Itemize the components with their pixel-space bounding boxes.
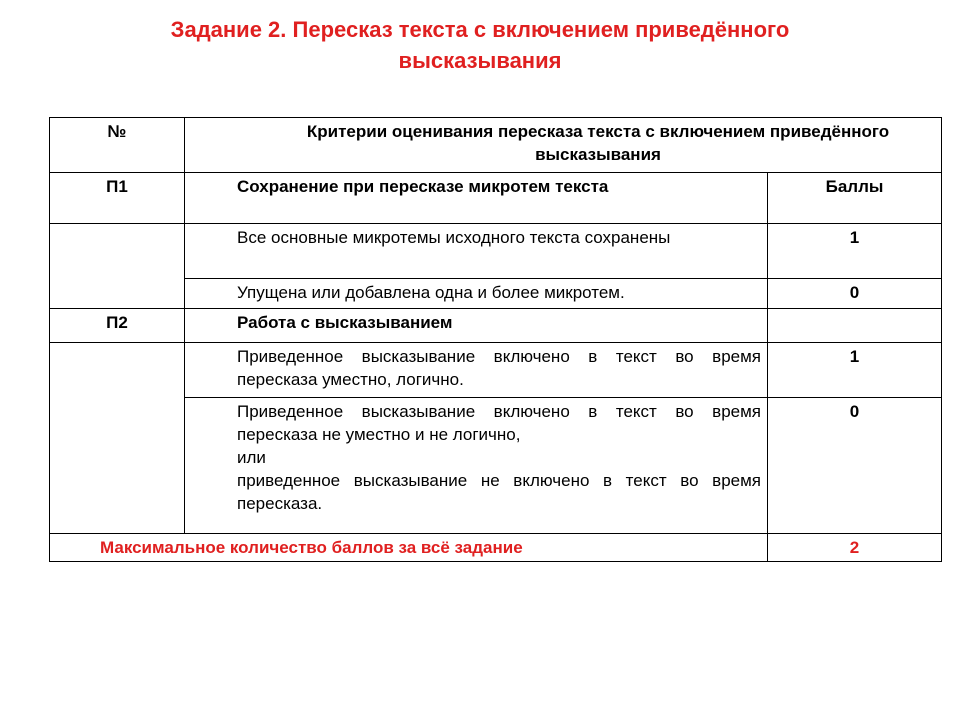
total-points: 2 bbox=[768, 534, 942, 562]
p1-row bbox=[50, 173, 942, 224]
p2-row-2-text bbox=[185, 398, 768, 534]
p1-title: Сохранение при пересказе микротем текста bbox=[185, 173, 768, 224]
title-line-2: высказывания bbox=[398, 48, 562, 73]
title-line-1-rest: Пересказ текста с включением приведённого bbox=[286, 17, 790, 42]
header-num: № bbox=[50, 118, 185, 173]
header-criteria: Критерии оценивания пересказа текста с включением приведённого высказывания bbox=[185, 118, 942, 173]
p1-row-1-text: Все основные микротемы исходного текста сохранены bbox=[185, 224, 768, 279]
p2-row-1-points: 1 bbox=[768, 343, 942, 398]
p1-empty-cell bbox=[50, 224, 185, 309]
p1-row-2-text: Упущена или добавлена одна и более микротем. bbox=[185, 279, 768, 309]
table-row bbox=[50, 343, 942, 398]
p2-num: П2 bbox=[50, 309, 185, 343]
criteria-table bbox=[49, 117, 942, 562]
title-task-number: Задание 2 bbox=[170, 17, 281, 42]
p2-points-empty bbox=[768, 309, 942, 343]
p1-row-1-points: 1 bbox=[768, 224, 942, 279]
table-row bbox=[50, 224, 942, 279]
p2-row-1-text: Приведенное высказывание включено в текст во время пересказа уместно, логично. bbox=[185, 343, 768, 398]
p2-row bbox=[50, 309, 942, 343]
p2-empty-cell bbox=[50, 343, 185, 534]
total-label: Максимальное количество баллов за всё задание bbox=[50, 534, 768, 562]
title-dot: . bbox=[280, 17, 287, 42]
p2-row-2-or: или bbox=[237, 448, 266, 467]
p2-title: Работа с высказыванием bbox=[185, 309, 768, 343]
table-header-row bbox=[50, 118, 942, 173]
p2-row-2-text-a: Приведенное высказывание включено в текст во время пересказа не уместно и не логично, bbox=[237, 402, 761, 444]
p2-row-2-points: 0 bbox=[768, 398, 942, 534]
points-header: Баллы bbox=[768, 173, 942, 224]
p1-row-2-points: 0 bbox=[768, 279, 942, 309]
page-title bbox=[0, 14, 960, 76]
total-row bbox=[50, 534, 942, 562]
title-line-1 bbox=[0, 14, 960, 45]
p2-row-2-text-b: приведенное высказывание не включено в текст во время пересказа. bbox=[237, 471, 761, 513]
p1-num: П1 bbox=[50, 173, 185, 224]
